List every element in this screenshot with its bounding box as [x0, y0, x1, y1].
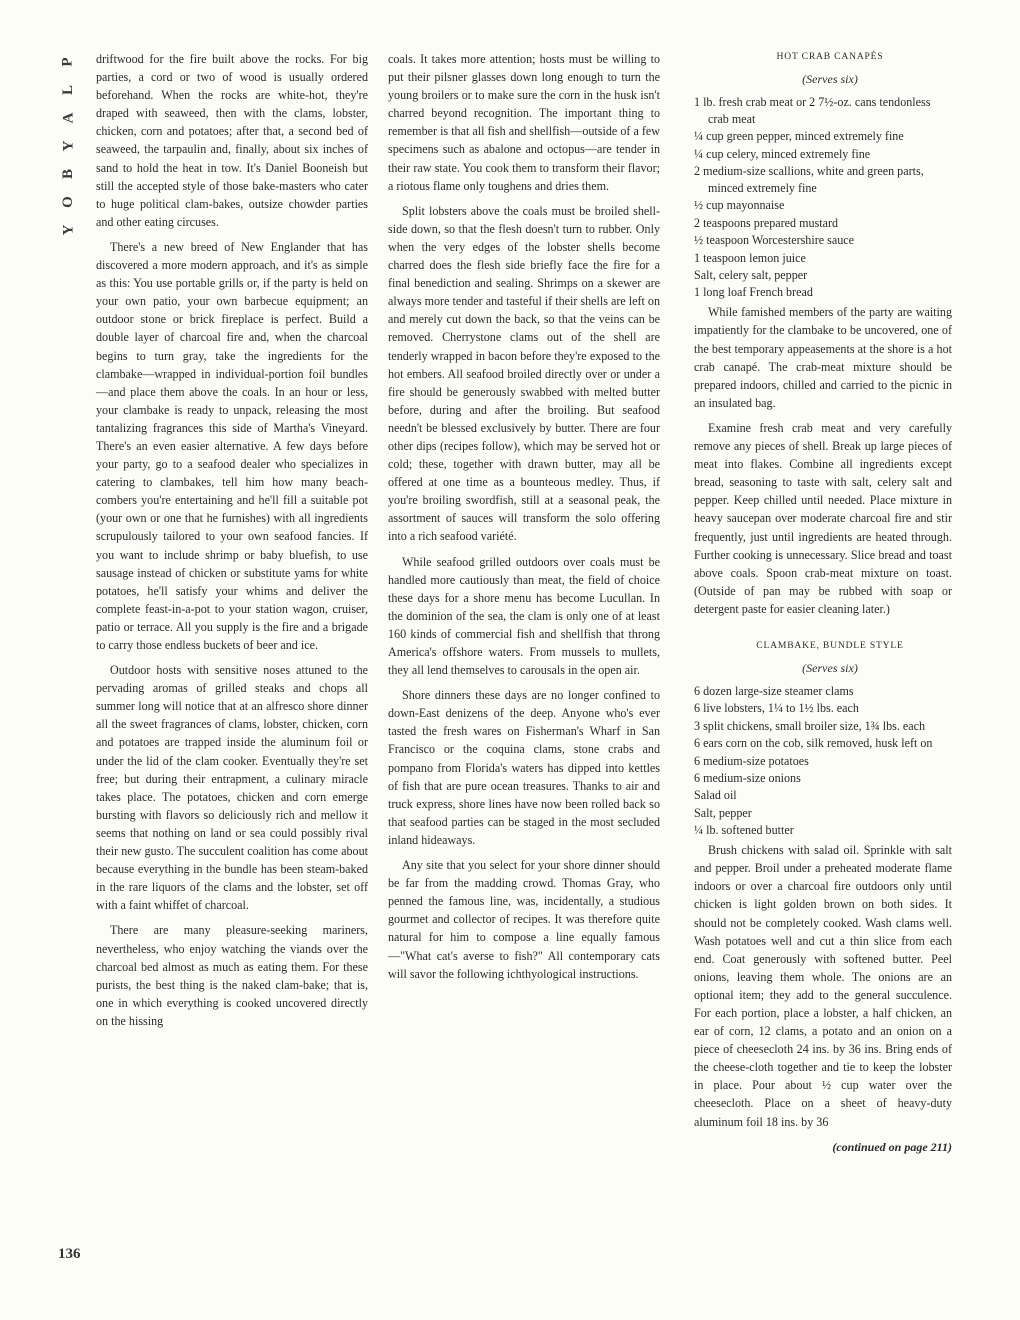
recipe-paragraph: Examine fresh crab meat and very carefully remove any pieces of shell. Break up large pieces of meat into flakes. Combine all ingredients except bread, seasoning to taste with salt, celery salt and pepper. Keep chilled until needed. Place mixture in heavy saucepan over moderate charcoal fire and stir frequently, just until ingredients are heated through. Further cooking is unnecessary. Slice bread and toast above coals. Spoon crab-meat mixture on toast. (Outside of pan may be rubbed with soap or detergent paste for easier cleaning later.) — [694, 420, 952, 616]
article-column-2 — [388, 50, 660, 990]
ingredient-item: 3 split chickens, small broiler size, 1¾ lbs. each — [694, 718, 926, 733]
ingredient-list — [694, 94, 952, 301]
masthead-letter: Y — [60, 224, 76, 236]
recipe-serves: (Serves six) — [802, 660, 858, 675]
article-paragraph: coals. It takes more attention; hosts must be willing to put their pilsner glasses down long enough to turn the young broilers or to make sure the corn in the husk isn't charred beyond recognition. The important thing to remember is that all fish and shellfish—outside of a few specimens such as abalone and octopus—are tender in their raw state. You cook them to transform their flavor; a riotous flame only toughens and dries them. — [388, 52, 660, 193]
article-column-1 — [96, 50, 368, 1037]
recipe-paragraph: While famished members of the party are waiting impatiently for the clambake to be uncovered, one of the best temporary appeasements at the shore is a hot crab canapé. The crab-meat mixture should be prepared indoors, chilled and carried to the picnic in an insulated bag. — [694, 305, 952, 410]
masthead-letter: A — [60, 112, 76, 124]
article-column-3 — [694, 50, 952, 1163]
recipe-title: CLAMBAKE, BUNDLE STYLE — [756, 639, 904, 651]
ingredient-item: 6 ears corn on the cob, silk removed, husk left on — [694, 736, 933, 751]
ingredient-item: 6 live lobsters, 1¼ to 1½ lbs. each — [694, 701, 859, 716]
ingredient-item: 6 medium-size potatoes — [694, 753, 809, 768]
article-paragraph: Any site that you select for your shore dinner should be far from the madding crowd. Thomas Gray, who penned the famous line, was, incidentally, a studious gourmet and collector of recipes. It was therefore quite natural for him to compose a line equally famous—"What cat's averse to fish?" All contemporary cats will savor the following ichthyological instructions. — [388, 858, 660, 981]
ingredient-item: Salad oil — [694, 788, 737, 803]
magazine-masthead — [55, 48, 81, 244]
ingredient-item: 1 long loaf French bread — [694, 285, 813, 300]
masthead-letter: O — [59, 196, 76, 208]
recipe-serves: (Serves six) — [802, 72, 858, 86]
page-number: 136 — [58, 1246, 81, 1262]
ingredient-item: 2 teaspoons prepared mustard — [694, 215, 839, 230]
article-paragraph: Outdoor hosts with sensitive noses attuned to the pervading aromas of grilled steaks and chops all summer long will notice that at an alfresco shore dinner all the sweet fragrances of clams, lobster, chicken, corn and potatoes are trapped inside the aluminum foil or under the lid of the clam cooker. Eventually they're set free; but during their entrapment, a culinary miracle takes place. The potatoes, chicken and corn emerge bursting with flavors so deliciously rich and mellow it seems that nothing on land or sea could possibly rival their new gusto. The succulent coalition has come about because everything in the bundle has been steam-baked in the rare liquors of the clams and the lobster, set off with a faint whiffet of charcoal. — [96, 663, 368, 913]
recipe-paragraph: Brush chickens with salad oil. Sprinkle with salt and pepper. Broil under a preheated moderate flame indoors or over a charcoal fire outdoors only until chicken is light golden brown on both sides. It should not be completely cooked. Wash clams well. Wash potatoes well and cut a thin slice from each end. Coat generously with softened butter. Peel onions, leaving them whole. The onions are an optional item; they add to the general succulence. For each portion, place a lobster, a half chicken, an ear of corn, 12 clams, a potato and an onion on a piece of cheesecloth 24 ins. by 36 ins. Bring ends of the cheese-cloth together and tie to keep the lobster in place. Pour about ½ cup water over the cheesecloth. Place on a sheet of heavy-duty aluminum foil 18 ins. by 36 — [694, 843, 952, 1129]
masthead-letter: Y — [60, 140, 76, 152]
ingredient-item: Salt, pepper — [694, 805, 752, 820]
ingredient-item: 1 teaspoon lemon juice — [694, 250, 806, 265]
article-paragraph: There are many pleasure-seeking mariners, nevertheless, who enjoy watching the viands over the charcoal bed almost as much as eating them. For these purists, the best thing is the naked clam-bake; that is, one in which everything is cooked uncovered directly on the hissing — [96, 923, 368, 1028]
ingredient-item: ½ teaspoon Worcestershire sauce — [694, 233, 854, 248]
recipe-title: HOT CRAB CANAPÉS — [776, 51, 884, 62]
ingredient-item: Salt, celery salt, pepper — [694, 268, 808, 283]
article-paragraph: driftwood for the fire built above the rocks. For big parties, a cord or two of wood is usually ordered beforehand. When the rocks are white-hot, they're draped with seaweed, then with the clams, lobster, chicken, corn and potatoes; after that, a second bed of seaweed, the tarpaulin and, finally, about six inches of sand to hold the heat in tow. It's Daniel Booneish but still the accepted style of those bake-masters who cater to huge political clam-bakes, outsize chowder parties and other eating circuses. — [96, 52, 368, 229]
article-paragraph: Split lobsters above the coals must be broiled shell-side down, so that the flesh doesn't turn to rubber. Only when the very edges of the lobster shells become charred does the flesh side briefly face the fire for a final benediction and sealing. Shrimps on a skewer are always more tender and tasteful if their shells are left on and merely cut down the back, so that the veins can be removed. Cherrystone clams out of the shell are tenderly wrapped in bacon before they're exposed to the hot embers. All seafood broiled directly over or under a fire should be generously swabbed with melted butter before, during and after the broiling. But seafood needn't be blessed exclusively by butter. There are four other dips (recipes follow), which may be served hot or cold; these, together with drawn butter, may all be offered at one time as a bounteous medley. Thus, if you're broiling swordfish, still at a seasonal peak, the assortment of sauces will transform the solo offering into a rich seafood variété. — [388, 203, 661, 544]
recipe-hot-crab-canapes — [694, 50, 952, 618]
ingredient-item: ¼ lb. softened butter — [694, 823, 794, 838]
ingredient-list — [694, 683, 952, 839]
ingredient-item: ½ cup mayonnaise — [694, 198, 785, 213]
ingredient-item: 2 medium-size scallions, white and green parts, minced extremely fine — [694, 164, 924, 196]
article-paragraph: There's a new breed of New Englander that has discovered a more modern approach, and it's as simple as this: You use portable grills or, if the party is held on your own patio, your own barbecue equipment; an outdoor stone or brick fireplace is perfect. Build a double layer of charcoal fire and, when the charcoal begins to turn gray, take the ingredients for the clambake—wrapped in individual-portion foil bundles—and place them above the coals. In an hour or less, your clambake is ready to unpack, releasing the most tantalizing fragrances this side of Martha's Vineyard. There's an even easier alternative. A few days before your party, go to a seafood dealer who specializes in catering to clambakes, tell him how many beach-combers you're entertaining and he'll fill a suitable pot (your own or one that he furnishes) with all ingredients scrupulously tailored to your own seafood fancies. If you want to include shrimp or baby bluefish, to use sausage instead of chicken or substitute yams for white potatoes, he'll satisfy your whims and deliver the complete feast-in-a-pot to your station wagon, cruiser, patio or terrace. All you supply is the fire and a brigade to carry those endless buckets of beer and ice. — [96, 239, 368, 652]
article-paragraph: Shore dinners these days are no longer confined to down-East denizens of the deep. Anyone who's ever tasted the fresh wares on Fisherman's Wharf in San Francisco or the coquina clams, stone crabs and pompano from Florida's waters has dipped into kettles of fish that are pure ocean treasures. Thanks to air and truck express, shore lines have now been rolled back so that seafood parties can be staged in the most secluded inland hideaways. — [388, 688, 660, 847]
article-paragraph: While seafood grilled outdoors over coals must be handled more cautiously than meat, the field of choice these days for a shore menu has become Lucullan. In the dominion of the sea, the clam is only one of at least 160 kinds of commercial fish and shellfish that throng America's offshore waters. From mussels to mullets, they all lend themselves to carousals in the open air. — [388, 554, 660, 678]
ingredient-item: ¼ cup celery, minced extremely fine — [694, 146, 871, 161]
continued-link[interactable]: (continued on page 211) — [832, 1139, 952, 1154]
ingredient-item: 6 medium-size onions — [694, 771, 801, 785]
recipe-clambake-bundle-style — [694, 639, 952, 1156]
masthead-letter: P — [59, 57, 76, 67]
ingredient-item: 1 lb. fresh crab meat or 2 7½-oz. cans tendonless crab meat — [694, 95, 931, 126]
masthead-letter: B — [59, 168, 76, 180]
masthead-letter: L — [59, 84, 76, 96]
ingredient-item: 6 dozen large-size steamer clams — [694, 683, 854, 698]
ingredient-item: ¼ cup green pepper, minced extremely fine — [694, 129, 904, 144]
